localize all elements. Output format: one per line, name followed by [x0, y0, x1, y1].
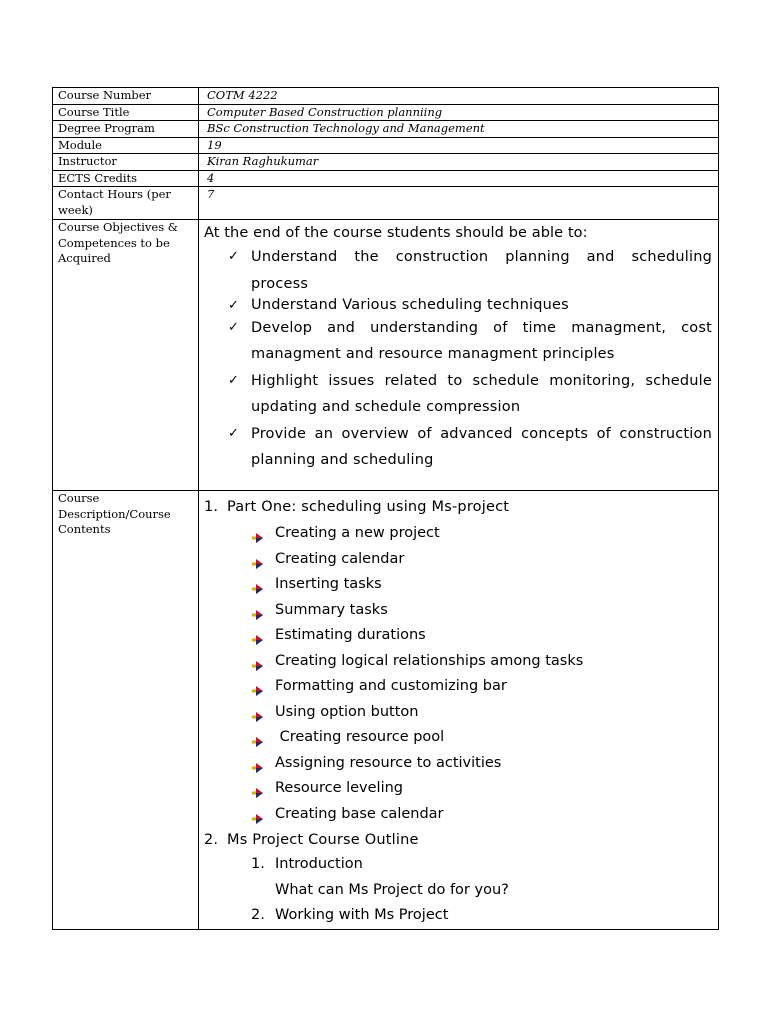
task-text: Creating calendar	[275, 550, 405, 567]
task-text: Inserting tasks	[275, 576, 382, 592]
arrow-bullet-icon	[252, 630, 264, 642]
info-row	[53, 170, 719, 187]
checkmark-icon: ✓	[228, 319, 240, 335]
arrow-bullet-icon	[252, 579, 264, 591]
arrow-bullet-icon	[252, 758, 264, 770]
objective-text: Develop and understanding of time managment, cost managment and resource managment principles	[251, 319, 712, 362]
task-text: Summary tasks	[275, 601, 388, 618]
task-item	[252, 649, 718, 675]
course-table	[52, 87, 719, 930]
task-text: Creating logical relationships among tasks	[275, 652, 584, 669]
info-label: Degree Program	[53, 121, 199, 138]
objective-item	[228, 244, 712, 297]
checkmark-icon: ✓	[228, 298, 240, 313]
objectives-list	[204, 244, 718, 474]
task-item	[252, 547, 718, 573]
arrow-bullet-icon	[252, 783, 264, 795]
objectives-cell	[199, 220, 719, 491]
outline-number: 2.	[251, 907, 265, 923]
info-value: 7	[199, 187, 719, 220]
arrow-bullet-icon	[252, 605, 264, 617]
info-row	[53, 121, 719, 138]
part-two-outline	[251, 852, 718, 929]
info-value: Computer Based Construction planniing	[199, 104, 719, 121]
objective-text: Understand Various scheduling techniques	[251, 297, 569, 313]
info-row	[53, 154, 719, 171]
info-value: Kiran Raghukumar	[199, 154, 719, 171]
outline-subtitle: What can Ms Project do for you?	[275, 881, 509, 898]
objectives-intro: At the end of the course students should be able to:	[204, 225, 588, 241]
task-item	[252, 623, 718, 649]
info-value: 4	[199, 170, 719, 187]
task-text: Using option button	[275, 703, 419, 720]
objectives-label: Course Objectives & Competences to be Acquired	[53, 220, 199, 491]
arrow-bullet-icon	[252, 656, 264, 668]
task-text: Estimating durations	[275, 627, 426, 643]
description-label: Course Description/Course Contents	[53, 491, 199, 930]
objective-item	[228, 421, 712, 474]
task-item	[252, 674, 718, 700]
objective-text: Highlight issues related to schedule monitoring, schedule updating and schedule compression	[251, 372, 712, 415]
task-text: Formatting and customizing bar	[275, 678, 507, 694]
description-row	[53, 491, 719, 930]
arrow-bullet-icon	[252, 528, 264, 540]
info-label: Contact Hours (per week)	[53, 187, 199, 220]
arrow-bullet-icon	[252, 809, 264, 821]
task-text: Creating resource pool	[275, 729, 445, 745]
part-two-title: Ms Project Course Outline	[227, 832, 419, 848]
checkmark-icon: ✓	[228, 372, 240, 388]
info-label: Course Title	[53, 104, 199, 121]
task-item	[252, 802, 718, 828]
info-value: BSc Construction Technology and Management	[199, 121, 719, 138]
task-item	[252, 776, 718, 802]
info-label: Course Number	[53, 88, 199, 105]
task-text: Assigning resource to activities	[275, 754, 502, 771]
task-item	[252, 751, 718, 777]
part-one-list	[204, 521, 718, 827]
task-text: Resource leveling	[275, 780, 404, 796]
arrow-bullet-icon	[252, 554, 264, 566]
part-one-number: 1.	[204, 499, 219, 515]
info-row	[53, 187, 719, 220]
info-row	[53, 88, 719, 105]
info-row	[53, 137, 719, 154]
checkmark-icon: ✓	[228, 249, 240, 264]
task-text: Creating base calendar	[275, 805, 444, 822]
info-label: Instructor	[53, 154, 199, 171]
objective-item	[228, 315, 712, 368]
objectives-row	[53, 220, 719, 491]
outline-number: 1.	[251, 856, 265, 872]
outline-item	[251, 852, 718, 878]
task-text: Creating a new project	[275, 525, 440, 541]
part-two-heading	[204, 830, 718, 850]
outline-title: Introduction	[275, 856, 363, 872]
outline-item	[251, 903, 718, 929]
task-item	[252, 700, 718, 726]
info-value: COTM 4222	[199, 88, 719, 105]
checkmark-icon: ✓	[228, 425, 240, 441]
task-item	[252, 572, 718, 598]
part-two-number: 2.	[204, 832, 219, 848]
info-label: ECTS Credits	[53, 170, 199, 187]
outline-title: Working with Ms Project	[275, 907, 449, 923]
task-item	[252, 521, 718, 547]
objective-text: Provide an overview of advanced concepts of construction planning and scheduling	[251, 425, 712, 468]
arrow-bullet-icon	[252, 681, 264, 693]
part-one-heading	[204, 497, 718, 517]
objective-item	[228, 368, 712, 421]
description-cell	[199, 491, 719, 930]
arrow-bullet-icon	[252, 732, 264, 744]
objective-item	[228, 297, 712, 315]
task-item	[252, 598, 718, 624]
info-label: Module	[53, 137, 199, 154]
arrow-bullet-icon	[252, 707, 264, 719]
task-item	[252, 725, 718, 751]
objective-text: Understand the construction planning and scheduling process	[251, 249, 712, 292]
info-value: 19	[199, 137, 719, 154]
info-row	[53, 104, 719, 121]
part-one-title: Part One: scheduling using Ms-project	[227, 499, 510, 515]
